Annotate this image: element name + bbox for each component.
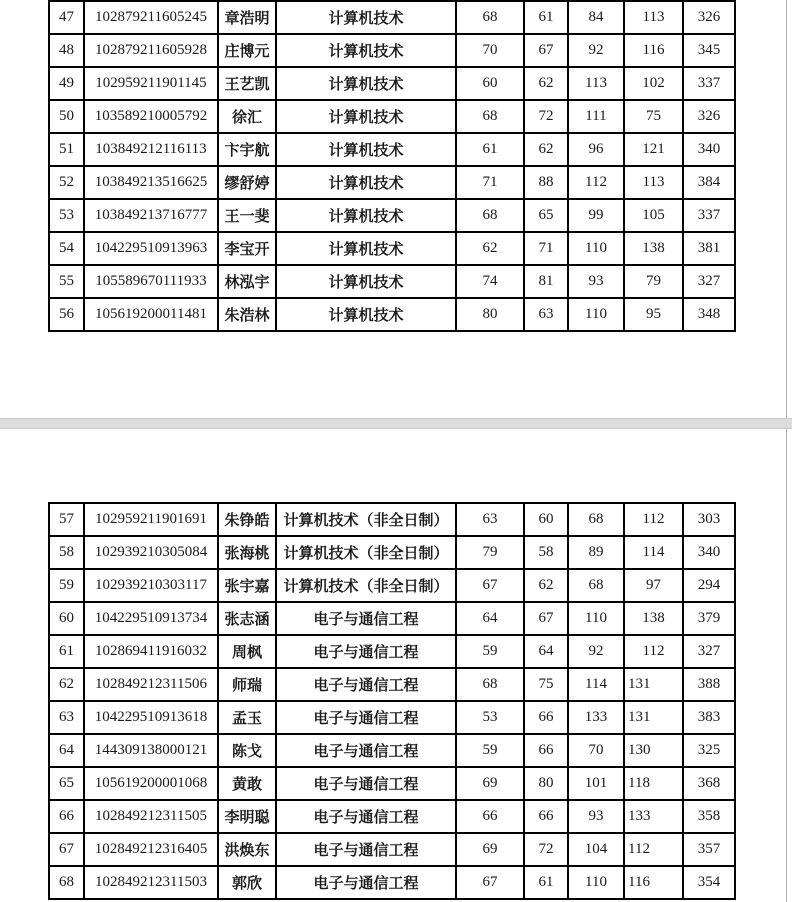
page-1 bbox=[48, 0, 748, 345]
row-number-cell: 58 bbox=[49, 536, 84, 569]
score-4-cell: 131 bbox=[624, 668, 683, 701]
exam-id-cell: 102849212311503 bbox=[84, 866, 218, 899]
score-4-cell: 105 bbox=[624, 199, 683, 232]
total-score-cell: 327 bbox=[683, 265, 735, 298]
name-cell: 李明聪 bbox=[218, 800, 276, 833]
exam-id-cell: 102849212311505 bbox=[84, 800, 218, 833]
exam-id-cell: 103849212116113 bbox=[84, 133, 218, 166]
score-4-cell: 138 bbox=[624, 602, 683, 635]
exam-id-cell: 103849213716777 bbox=[84, 199, 218, 232]
results-table-page1-body bbox=[49, 0, 735, 331]
score-2-cell: 72 bbox=[524, 100, 568, 133]
row-number-cell: 66 bbox=[49, 800, 84, 833]
total-score-cell: 368 bbox=[683, 767, 735, 800]
score-2-cell: 62 bbox=[524, 133, 568, 166]
total-score-cell: 327 bbox=[683, 635, 735, 668]
score-3-cell: 133 bbox=[568, 701, 624, 734]
exam-id-cell: 103849213516625 bbox=[84, 166, 218, 199]
name-cell: 郭欣 bbox=[218, 866, 276, 899]
score-3-cell: 92 bbox=[568, 635, 624, 668]
score-2-cell: 58 bbox=[524, 536, 568, 569]
major-cell: 电子与通信工程 bbox=[276, 767, 456, 800]
table-row bbox=[49, 166, 735, 199]
score-4-cell: 133 bbox=[624, 800, 683, 833]
total-score-cell: 303 bbox=[683, 503, 735, 536]
total-score-cell: 345 bbox=[683, 34, 735, 67]
table-row bbox=[49, 265, 735, 298]
name-cell: 李宝开 bbox=[218, 232, 276, 265]
exam-id-cell: 102849212316405 bbox=[84, 833, 218, 866]
name-cell: 卞宇航 bbox=[218, 133, 276, 166]
table-row bbox=[49, 668, 735, 701]
table-row bbox=[49, 34, 735, 67]
row-number-cell: 48 bbox=[49, 34, 84, 67]
score-2-cell: 61 bbox=[524, 1, 568, 34]
major-cell: 电子与通信工程 bbox=[276, 635, 456, 668]
major-cell: 电子与通信工程 bbox=[276, 668, 456, 701]
name-cell: 黄敢 bbox=[218, 767, 276, 800]
major-cell: 电子与通信工程 bbox=[276, 800, 456, 833]
name-cell: 洪焕东 bbox=[218, 833, 276, 866]
row-number-cell: 61 bbox=[49, 635, 84, 668]
score-3-cell: 110 bbox=[568, 602, 624, 635]
exam-id-cell: 102939210305084 bbox=[84, 536, 218, 569]
name-cell: 王一斐 bbox=[218, 199, 276, 232]
row-number-cell: 57 bbox=[49, 503, 84, 536]
score-4-cell: 113 bbox=[624, 166, 683, 199]
exam-id-cell: 104229510913963 bbox=[84, 232, 218, 265]
row-number-cell: 62 bbox=[49, 668, 84, 701]
major-cell: 电子与通信工程 bbox=[276, 866, 456, 899]
total-score-cell: 379 bbox=[683, 602, 735, 635]
score-3-cell: 114 bbox=[568, 668, 624, 701]
major-cell: 计算机技术（非全日制） bbox=[276, 503, 456, 536]
name-cell: 缪舒婷 bbox=[218, 166, 276, 199]
score-3-cell: 92 bbox=[568, 34, 624, 67]
score-4-cell: 116 bbox=[624, 34, 683, 67]
score-3-cell: 111 bbox=[568, 100, 624, 133]
page-edge-line bbox=[786, 0, 787, 902]
table-row bbox=[49, 767, 735, 800]
table-row bbox=[49, 133, 735, 166]
score-4-cell: 116 bbox=[624, 866, 683, 899]
score-4-cell: 112 bbox=[624, 833, 683, 866]
score-1-cell: 74 bbox=[456, 265, 524, 298]
name-cell: 徐汇 bbox=[218, 100, 276, 133]
table-row bbox=[49, 602, 735, 635]
major-cell: 计算机技术 bbox=[276, 1, 456, 34]
row-number-cell: 64 bbox=[49, 734, 84, 767]
row-number-cell: 49 bbox=[49, 67, 84, 100]
name-cell: 孟玉 bbox=[218, 701, 276, 734]
total-score-cell: 326 bbox=[683, 1, 735, 34]
table-row bbox=[49, 734, 735, 767]
total-score-cell: 340 bbox=[683, 536, 735, 569]
name-cell: 周枫 bbox=[218, 635, 276, 668]
score-4-cell: 121 bbox=[624, 133, 683, 166]
row-number-cell: 47 bbox=[49, 1, 84, 34]
total-score-cell: 381 bbox=[683, 232, 735, 265]
score-4-cell: 118 bbox=[624, 767, 683, 800]
results-table-page2 bbox=[48, 502, 736, 900]
total-score-cell: 348 bbox=[683, 298, 735, 331]
table-row bbox=[49, 536, 735, 569]
total-score-cell: 294 bbox=[683, 569, 735, 602]
name-cell: 章浩明 bbox=[218, 1, 276, 34]
table-row bbox=[49, 833, 735, 866]
table-row bbox=[49, 866, 735, 899]
score-4-cell: 97 bbox=[624, 569, 683, 602]
score-3-cell: 112 bbox=[568, 166, 624, 199]
score-3-cell: 110 bbox=[568, 232, 624, 265]
major-cell: 计算机技术（非全日制） bbox=[276, 536, 456, 569]
page-gap bbox=[0, 418, 792, 429]
exam-id-cell: 102959211901691 bbox=[84, 503, 218, 536]
score-1-cell: 68 bbox=[456, 1, 524, 34]
score-1-cell: 67 bbox=[456, 569, 524, 602]
score-4-cell: 102 bbox=[624, 67, 683, 100]
score-3-cell: 96 bbox=[568, 133, 624, 166]
score-1-cell: 60 bbox=[456, 67, 524, 100]
exam-id-cell: 105589670111933 bbox=[84, 265, 218, 298]
score-3-cell: 110 bbox=[568, 866, 624, 899]
table-row bbox=[49, 298, 735, 331]
total-score-cell: 340 bbox=[683, 133, 735, 166]
name-cell: 张志涵 bbox=[218, 602, 276, 635]
score-4-cell: 112 bbox=[624, 635, 683, 668]
page-2 bbox=[48, 502, 748, 900]
row-number-cell: 67 bbox=[49, 833, 84, 866]
score-2-cell: 65 bbox=[524, 199, 568, 232]
major-cell: 计算机技术 bbox=[276, 67, 456, 100]
score-1-cell: 79 bbox=[456, 536, 524, 569]
major-cell: 电子与通信工程 bbox=[276, 734, 456, 767]
score-1-cell: 69 bbox=[456, 767, 524, 800]
major-cell: 计算机技术（非全日制） bbox=[276, 569, 456, 602]
score-3-cell: 89 bbox=[568, 536, 624, 569]
score-1-cell: 68 bbox=[456, 100, 524, 133]
score-2-cell: 72 bbox=[524, 833, 568, 866]
total-score-cell: 354 bbox=[683, 866, 735, 899]
score-1-cell: 68 bbox=[456, 199, 524, 232]
results-table-page2-body bbox=[49, 503, 735, 899]
score-3-cell: 84 bbox=[568, 1, 624, 34]
name-cell: 王艺凯 bbox=[218, 67, 276, 100]
name-cell: 张宇嘉 bbox=[218, 569, 276, 602]
major-cell: 计算机技术 bbox=[276, 199, 456, 232]
score-1-cell: 59 bbox=[456, 734, 524, 767]
score-1-cell: 69 bbox=[456, 833, 524, 866]
score-4-cell: 79 bbox=[624, 265, 683, 298]
total-score-cell: 337 bbox=[683, 67, 735, 100]
score-1-cell: 63 bbox=[456, 503, 524, 536]
major-cell: 计算机技术 bbox=[276, 232, 456, 265]
score-1-cell: 71 bbox=[456, 166, 524, 199]
score-1-cell: 68 bbox=[456, 668, 524, 701]
table-row bbox=[49, 569, 735, 602]
score-3-cell: 113 bbox=[568, 67, 624, 100]
exam-id-cell: 102869411916032 bbox=[84, 635, 218, 668]
score-4-cell: 113 bbox=[624, 1, 683, 34]
results-table-page1 bbox=[48, 0, 736, 332]
score-3-cell: 68 bbox=[568, 503, 624, 536]
score-1-cell: 64 bbox=[456, 602, 524, 635]
score-4-cell: 138 bbox=[624, 232, 683, 265]
score-1-cell: 70 bbox=[456, 34, 524, 67]
major-cell: 计算机技术 bbox=[276, 298, 456, 331]
score-2-cell: 66 bbox=[524, 701, 568, 734]
name-cell: 庄博元 bbox=[218, 34, 276, 67]
exam-id-cell: 102959211901145 bbox=[84, 67, 218, 100]
table-row bbox=[49, 635, 735, 668]
table-row bbox=[49, 67, 735, 100]
row-number-cell: 51 bbox=[49, 133, 84, 166]
row-number-cell: 59 bbox=[49, 569, 84, 602]
score-4-cell: 112 bbox=[624, 503, 683, 536]
row-number-cell: 68 bbox=[49, 866, 84, 899]
total-score-cell: 326 bbox=[683, 100, 735, 133]
total-score-cell: 357 bbox=[683, 833, 735, 866]
total-score-cell: 337 bbox=[683, 199, 735, 232]
row-number-cell: 56 bbox=[49, 298, 84, 331]
major-cell: 计算机技术 bbox=[276, 100, 456, 133]
score-3-cell: 70 bbox=[568, 734, 624, 767]
score-3-cell: 93 bbox=[568, 265, 624, 298]
table-row bbox=[49, 503, 735, 536]
score-4-cell: 114 bbox=[624, 536, 683, 569]
table-row bbox=[49, 232, 735, 265]
row-number-cell: 54 bbox=[49, 232, 84, 265]
table-row bbox=[49, 100, 735, 133]
total-score-cell: 384 bbox=[683, 166, 735, 199]
score-3-cell: 93 bbox=[568, 800, 624, 833]
row-number-cell: 65 bbox=[49, 767, 84, 800]
table-row bbox=[49, 800, 735, 833]
name-cell: 朱铮皓 bbox=[218, 503, 276, 536]
name-cell: 林泓宇 bbox=[218, 265, 276, 298]
score-3-cell: 68 bbox=[568, 569, 624, 602]
table-row bbox=[49, 1, 735, 34]
score-4-cell: 130 bbox=[624, 734, 683, 767]
score-4-cell: 95 bbox=[624, 298, 683, 331]
row-number-cell: 52 bbox=[49, 166, 84, 199]
exam-id-cell: 102849212311506 bbox=[84, 668, 218, 701]
exam-id-cell: 104229510913618 bbox=[84, 701, 218, 734]
score-3-cell: 99 bbox=[568, 199, 624, 232]
score-3-cell: 110 bbox=[568, 298, 624, 331]
row-number-cell: 55 bbox=[49, 265, 84, 298]
score-2-cell: 66 bbox=[524, 800, 568, 833]
major-cell: 计算机技术 bbox=[276, 265, 456, 298]
score-2-cell: 67 bbox=[524, 602, 568, 635]
score-2-cell: 71 bbox=[524, 232, 568, 265]
table-row bbox=[49, 199, 735, 232]
exam-id-cell: 103589210005792 bbox=[84, 100, 218, 133]
exam-id-cell: 144309138000121 bbox=[84, 734, 218, 767]
total-score-cell: 325 bbox=[683, 734, 735, 767]
score-2-cell: 62 bbox=[524, 67, 568, 100]
row-number-cell: 50 bbox=[49, 100, 84, 133]
major-cell: 电子与通信工程 bbox=[276, 602, 456, 635]
exam-id-cell: 105619200011481 bbox=[84, 298, 218, 331]
name-cell: 张海桃 bbox=[218, 536, 276, 569]
total-score-cell: 383 bbox=[683, 701, 735, 734]
name-cell: 陈戈 bbox=[218, 734, 276, 767]
score-2-cell: 75 bbox=[524, 668, 568, 701]
exam-id-cell: 102939210303117 bbox=[84, 569, 218, 602]
score-2-cell: 63 bbox=[524, 298, 568, 331]
total-score-cell: 388 bbox=[683, 668, 735, 701]
score-2-cell: 66 bbox=[524, 734, 568, 767]
score-1-cell: 67 bbox=[456, 866, 524, 899]
score-1-cell: 66 bbox=[456, 800, 524, 833]
table-row bbox=[49, 701, 735, 734]
name-cell: 朱浩林 bbox=[218, 298, 276, 331]
score-2-cell: 61 bbox=[524, 866, 568, 899]
row-number-cell: 53 bbox=[49, 199, 84, 232]
major-cell: 计算机技术 bbox=[276, 166, 456, 199]
score-2-cell: 64 bbox=[524, 635, 568, 668]
row-number-cell: 60 bbox=[49, 602, 84, 635]
exam-id-cell: 105619200001068 bbox=[84, 767, 218, 800]
score-2-cell: 80 bbox=[524, 767, 568, 800]
score-2-cell: 81 bbox=[524, 265, 568, 298]
major-cell: 计算机技术 bbox=[276, 133, 456, 166]
exam-id-cell: 102879211605928 bbox=[84, 34, 218, 67]
exam-id-cell: 104229510913734 bbox=[84, 602, 218, 635]
score-1-cell: 59 bbox=[456, 635, 524, 668]
score-1-cell: 62 bbox=[456, 232, 524, 265]
score-3-cell: 104 bbox=[568, 833, 624, 866]
score-1-cell: 80 bbox=[456, 298, 524, 331]
major-cell: 电子与通信工程 bbox=[276, 833, 456, 866]
score-2-cell: 88 bbox=[524, 166, 568, 199]
name-cell: 师瑞 bbox=[218, 668, 276, 701]
major-cell: 电子与通信工程 bbox=[276, 701, 456, 734]
score-1-cell: 53 bbox=[456, 701, 524, 734]
score-2-cell: 62 bbox=[524, 569, 568, 602]
row-number-cell: 63 bbox=[49, 701, 84, 734]
score-4-cell: 131 bbox=[624, 701, 683, 734]
exam-id-cell: 102879211605245 bbox=[84, 1, 218, 34]
score-4-cell: 75 bbox=[624, 100, 683, 133]
major-cell: 计算机技术 bbox=[276, 34, 456, 67]
score-3-cell: 101 bbox=[568, 767, 624, 800]
total-score-cell: 358 bbox=[683, 800, 735, 833]
score-2-cell: 60 bbox=[524, 503, 568, 536]
score-2-cell: 67 bbox=[524, 34, 568, 67]
score-1-cell: 61 bbox=[456, 133, 524, 166]
